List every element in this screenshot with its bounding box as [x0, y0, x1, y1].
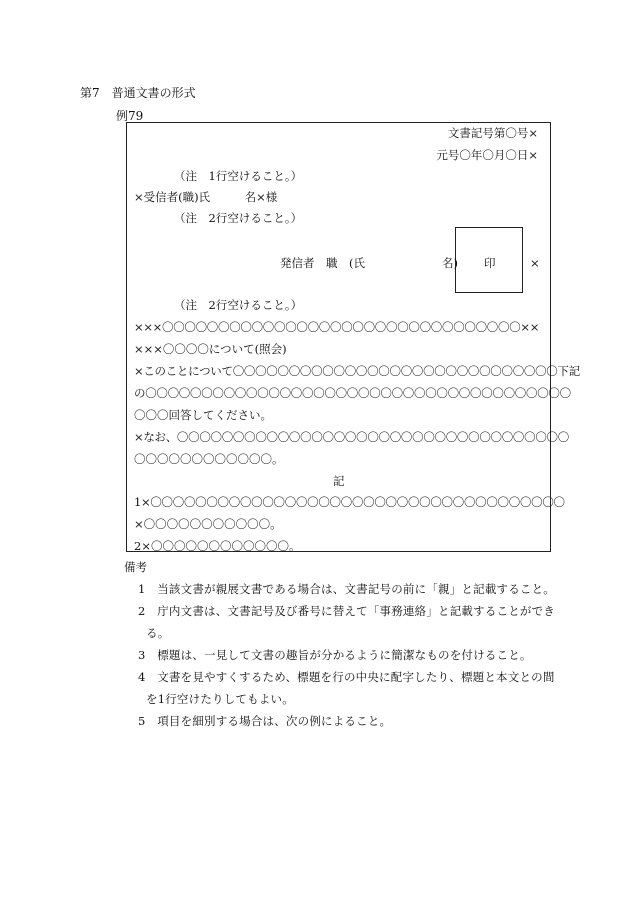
document-number: 文書記号第〇号× — [447, 126, 538, 140]
item-line: 2×〇〇〇〇〇〇〇〇〇〇〇〇。 — [134, 539, 301, 553]
note-blank-2-lines: （注 2行空けること。） — [174, 298, 303, 312]
remark-item: 5 項目を細別する場合は、次の例によること。 — [138, 714, 392, 728]
item-line: 1×〇〇〇〇〇〇〇〇〇〇〇〇〇〇〇〇〇〇〇〇〇〇〇〇〇〇〇〇〇〇〇〇〇〇〇〇〇 — [134, 495, 565, 509]
note-blank-1-line: （注 1行空けること。） — [174, 169, 303, 183]
remark-item: る。 — [146, 626, 170, 640]
body-line: 〇〇〇回答してください。 — [134, 408, 272, 422]
remark-item: 4 文書を見やすくするため、標題を行の中央に配字したり、標題と本文との間 — [138, 670, 555, 684]
remarks-title: 備考 — [124, 560, 147, 574]
body-line: ×なお、〇〇〇〇〇〇〇〇〇〇〇〇〇〇〇〇〇〇〇〇〇〇〇〇〇〇〇〇〇〇〇〇〇〇〇 — [134, 430, 569, 444]
remark-item: を1行空けたりしてもよい。 — [146, 692, 294, 706]
body-line: 〇〇〇〇〇〇〇〇〇〇〇〇。 — [134, 452, 284, 466]
sender-name-end: 名) — [442, 256, 458, 270]
note-blank-2-lines: （注 2行空けること。） — [174, 211, 303, 225]
subject-line: ×××〇〇〇〇について(照会) — [134, 342, 287, 356]
item-line: ×〇〇〇〇〇〇〇〇〇〇〇。 — [134, 517, 282, 531]
body-line: ×このことについて〇〇〇〇〇〇〇〇〇〇〇〇〇〇〇〇〇〇〇〇〇〇〇〇〇〇〇〇〇下記 — [134, 364, 580, 378]
section-title: 第7 普通文書の形式 — [80, 86, 196, 100]
document-date: 元号〇年〇月〇日× — [436, 148, 538, 162]
seal-mark: 印 — [484, 256, 496, 270]
sender-label: 発信者 職 (氏 — [280, 256, 365, 270]
remark-item: 1 当該文書が親展文書である場合は、文書記号の前に「親」と記載すること。 — [138, 582, 556, 596]
remark-item: 2 庁内文書は、文書記号及び番号に替えて「事務連絡」と記載することができ — [138, 604, 556, 618]
example-label: 例79 — [116, 109, 144, 123]
remark-item: 3 標題は、一見して文書の趣旨が分かるように簡潔なものを付けること。 — [138, 648, 532, 662]
body-line: の〇〇〇〇〇〇〇〇〇〇〇〇〇〇〇〇〇〇〇〇〇〇〇〇〇〇〇〇〇〇〇〇〇〇〇〇〇〇 — [134, 386, 571, 400]
recipient: ×受信者(職)氏 名×様 — [134, 190, 278, 204]
ki-heading: 記 — [333, 474, 345, 488]
sender-space-mark: × — [530, 256, 540, 270]
subject-line: ×××〇〇〇〇〇〇〇〇〇〇〇〇〇〇〇〇〇〇〇〇〇〇〇〇〇〇〇〇〇〇〇〇×× — [134, 320, 540, 334]
